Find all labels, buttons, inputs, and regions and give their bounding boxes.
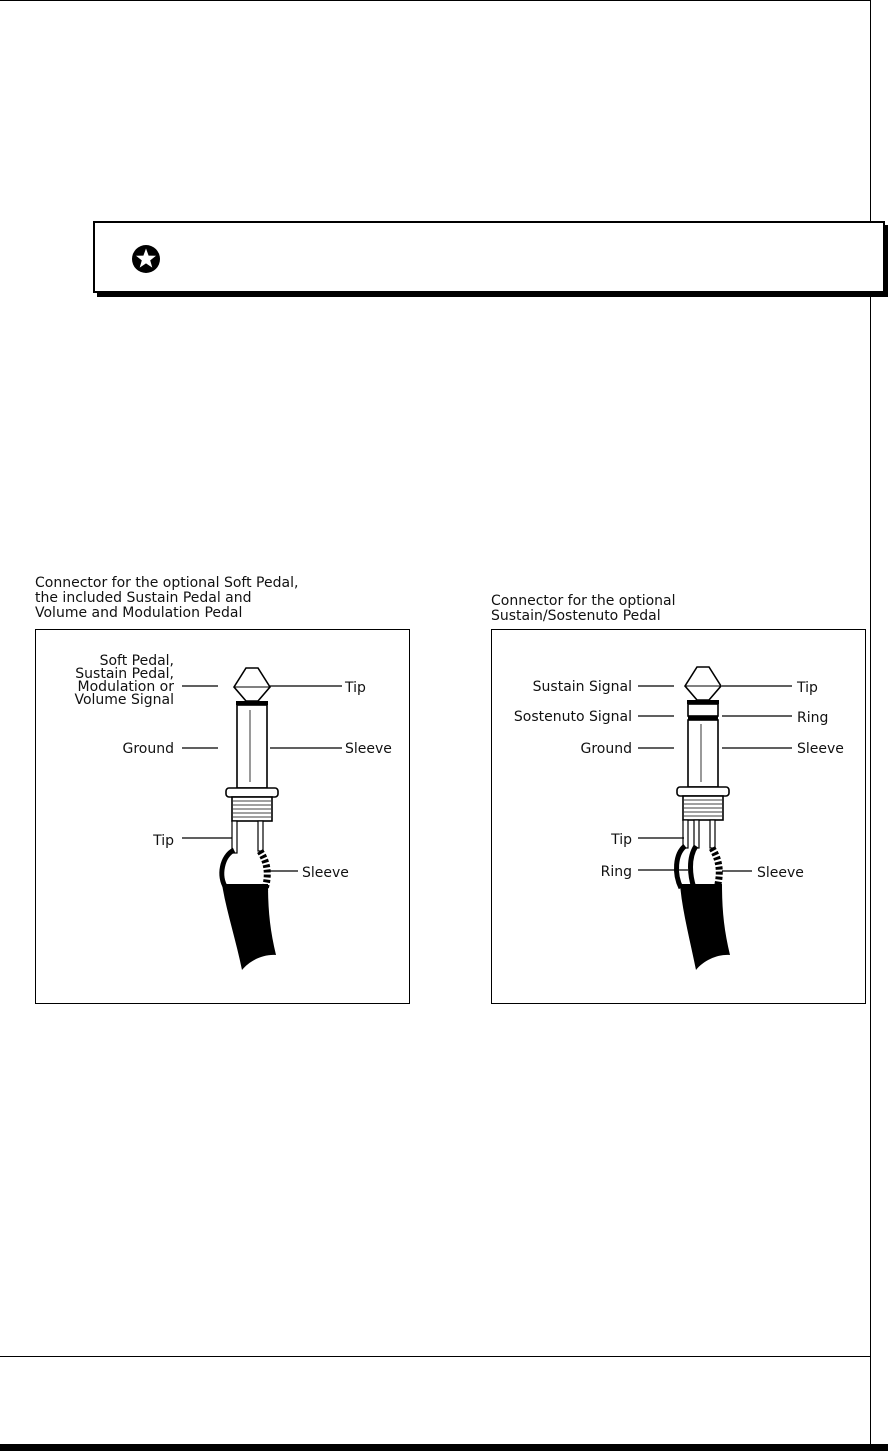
- note-box: [93, 221, 885, 293]
- page-top-rule: [0, 0, 870, 1]
- page-bottom-bar: [0, 1444, 888, 1451]
- ground-label: Ground: [122, 741, 174, 757]
- caption-line: Sustain/Sostenuto Pedal: [491, 608, 661, 624]
- signal-label-line: Soft Pedal,: [99, 653, 174, 669]
- wire-sleeve-label: Sleeve: [757, 865, 804, 881]
- sustain-signal-label: Sustain Signal: [532, 679, 632, 695]
- wire-tip-label: Tip: [611, 832, 632, 848]
- sleeve-label: Sleeve: [797, 741, 844, 757]
- star-in-circle-icon: [131, 244, 161, 274]
- caption-line: Connector for the optional: [491, 593, 676, 609]
- right-diagram-caption: [491, 594, 676, 624]
- wire-ring-label: Ring: [600, 864, 632, 880]
- footer-rule: [0, 1356, 870, 1357]
- tip-label: Tip: [345, 680, 366, 696]
- mono-jack-diagram: [35, 629, 410, 1004]
- sostenuto-signal-label: Sostenuto Signal: [513, 709, 632, 725]
- left-diagram-caption: [35, 576, 298, 621]
- wire-sleeve-label: Sleeve: [302, 865, 349, 881]
- mono-jack-drawing: [36, 630, 409, 1003]
- caption-line: Connector for the optional Soft Pedal,: [35, 575, 299, 591]
- page-right-rule: [870, 0, 871, 1451]
- wire-tip-label: Tip: [153, 833, 174, 849]
- ring-label: Ring: [797, 710, 829, 726]
- signal-label-line: Modulation or: [77, 679, 174, 695]
- tip-label: Tip: [797, 680, 818, 696]
- ground-label: Ground: [580, 741, 632, 757]
- caption-line: Volume and Modulation Pedal: [35, 605, 243, 621]
- stereo-jack-diagram: [491, 629, 866, 1004]
- signal-label-line: Sustain Pedal,: [75, 666, 174, 682]
- signal-label-line: Volume Signal: [74, 692, 174, 708]
- stereo-jack-drawing: [492, 630, 865, 1003]
- sleeve-label: Sleeve: [345, 741, 392, 757]
- caption-line: the included Sustain Pedal and: [35, 590, 252, 606]
